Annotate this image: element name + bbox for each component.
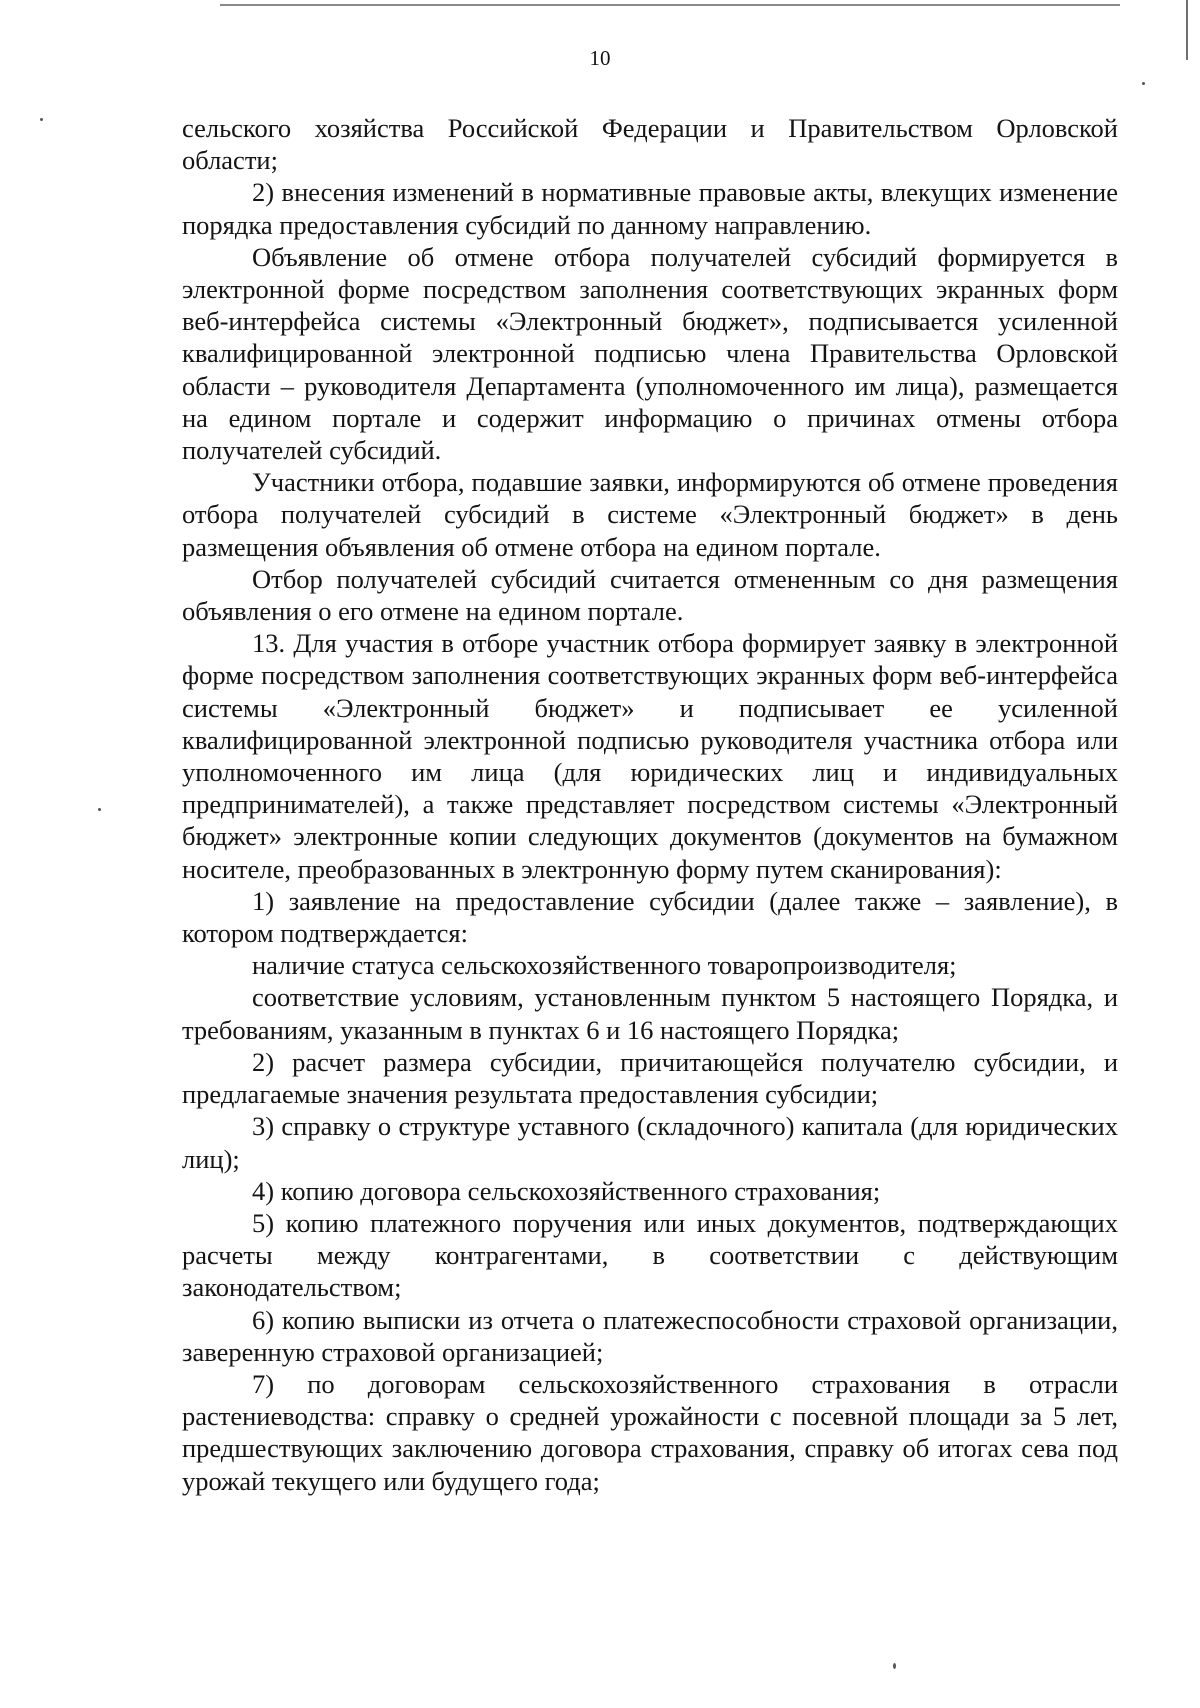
paragraph: 2) расчет размера субсидии, причитающейся получателю субсидии, и предлагаемые значения результата предоставления субсидии; (182, 1046, 1118, 1110)
paragraph: наличие статуса сельскохозяйственного товаропроизводителя; (252, 950, 957, 981)
scan-speck (40, 118, 43, 121)
paragraph: 13. Для участия в отборе участник отбора формирует заявку в электронной форме посредством заполнения соответствующих экранных форм веб-интерфейса системы «Электронный бюджет» и подписывает ее усиленной квалифицированной электронной подписью руководителя участника отбора или уполномоченного им лица (для юридических лиц и индивидуальных предпринимателей), а также представляет посредством системы «Электронный бюджет» электронные копии следующих документов (документов на бумажном носителе, преобразованных в электронную форму путем сканирования): (182, 628, 1118, 884)
scan-speck (98, 808, 101, 811)
page-number: 10 (589, 46, 611, 70)
document-body (182, 112, 1118, 1497)
paragraph: 7) по договорам сельскохозяйственного страхования в отрасли растениеводства: справку о средней урожайности с посевной площади за 5 лет, предшествующих заключению договора страхования, справку об итогах сева под урожай текущего или будущего года; (182, 1368, 1118, 1496)
paragraph: сельского хозяйства Российской Федерации и Правительством Орловской области; (182, 113, 1118, 176)
paragraph: Отбор получателей субсидий считается отмененным со дня размещения объявления о его отмене на едином портале. (182, 563, 1118, 627)
paragraph: 5) копию платежного поручения или иных документов, подтверждающих расчеты между контрагентами, в соответствии с действующим законодательством; (182, 1207, 1118, 1303)
paragraph: 3) справку о структуре уставного (складочного) капитала (для юридических лиц); (182, 1111, 1118, 1174)
scan-speck (1142, 82, 1145, 85)
paragraph: соответствие условиям, установленным пунктом 5 настоящего Порядка, и требованиям, указанным в пунктах 6 и 16 настоящего Порядка; (182, 982, 1118, 1045)
paragraph: 2) внесения изменений в нормативные правовые акты, влекущих изменение порядка предоставления субсидий по данному направлению. (182, 177, 1118, 240)
paragraph: Объявление об отмене отбора получателей субсидий формируется в электронной форме посредством заполнения соответствующих экранных форм веб-интерфейса системы «Электронный бюджет», подписывается усиленной квалифицированной электронной подписью члена Правительства Орловской области – руководителя Департамента (уполномоченного им лица), размещается на едином портале и содержит информацию о причинах отмены отбора получателей субсидий. (182, 241, 1118, 466)
scan-speck (893, 1663, 896, 1669)
paragraph: 4) копию договора сельскохозяйственного страхования; (252, 1175, 881, 1206)
paragraph: 6) копию выписки из отчета о платежеспособности страховой организации, заверенную страховой организацией; (182, 1304, 1118, 1367)
paragraph: Участники отбора, подавшие заявки, информируются об отмене проведения отбора получателей субсидий в системе «Электронный бюджет» в день размещения объявления об отмене отбора на едином портале. (182, 467, 1118, 562)
scan-edge-top (220, 4, 1120, 6)
paragraph: 1) заявление на предоставление субсидии (далее также – заявление), в котором подтверждается: (182, 885, 1118, 949)
